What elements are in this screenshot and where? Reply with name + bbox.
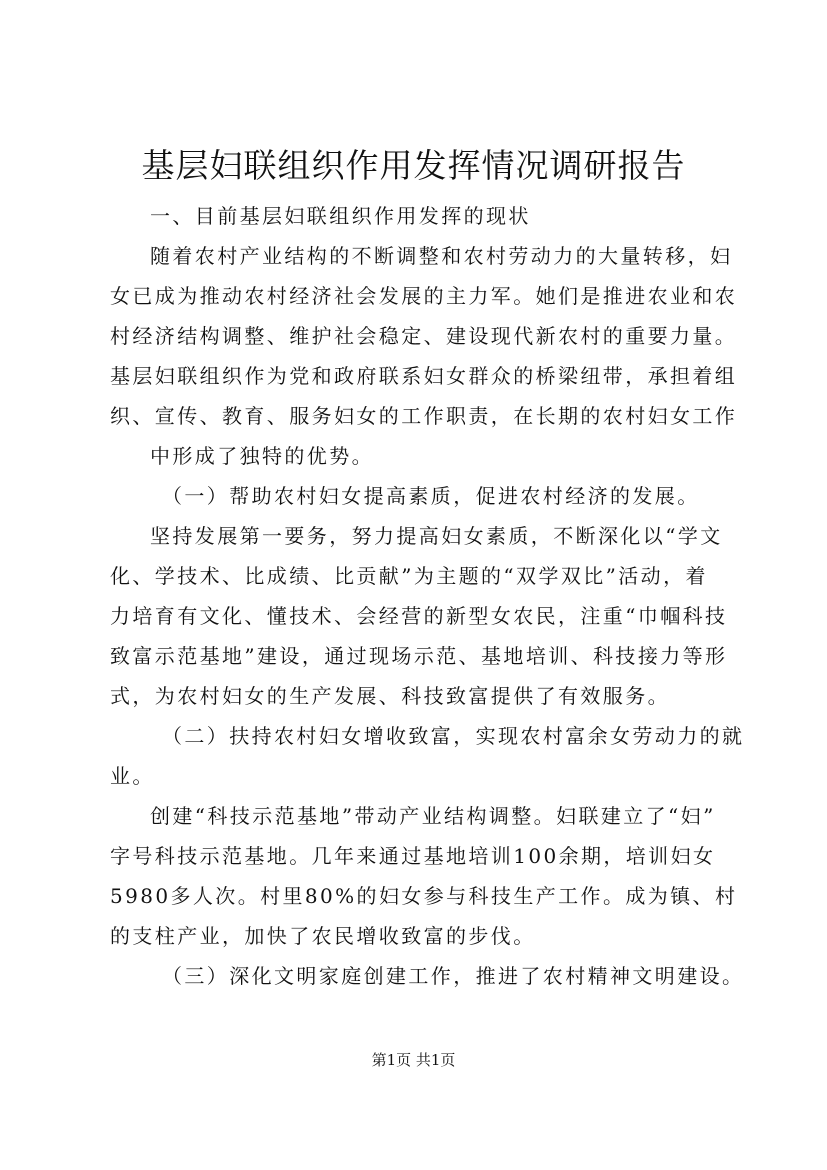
paragraph-line: 创建“科技示范基地”带动产业结构调整。妇联建立了“妇”	[150, 804, 716, 828]
paragraph-line: 村经济结构调整、维护社会稳定、建设现代新农村的重要力量。	[110, 324, 738, 348]
paragraph-line: 致富示范基地”建设，通过现场示范、基地培训、科技接力等形	[110, 644, 728, 668]
section-heading: 一、目前基层妇联组织作用发挥的现状	[150, 204, 531, 228]
subsection-heading: （一）帮助农村妇女提高素质，促进农村经济的发展。	[162, 484, 700, 508]
paragraph-line: 5980多人次。村里80%的妇女参与科技生产工作。成为镇、村	[110, 884, 738, 908]
paragraph-line: 化、学技术、比成绩、比贡献”为主题的“双学双比”活动，着	[110, 564, 708, 588]
paragraph-line: 字号科技示范基地。几年来通过基地培训100余期，培训妇女	[110, 844, 716, 868]
subsection-heading-continued: 业。	[110, 764, 155, 788]
paragraph-line: 式，为农村妇女的生产发展、科技致富提供了有效服务。	[110, 684, 670, 708]
paragraph-line: 女已成为推动农村经济社会发展的主力军。她们是推进农业和农	[110, 284, 738, 308]
paragraph-line: 中形成了独特的优势。	[150, 444, 374, 468]
page-number-footer: 第1页 共1页	[371, 1051, 456, 1069]
paragraph-line: 力培育有文化、懂技术、会经营的新型女农民，注重“巾帼科技	[110, 604, 728, 628]
paragraph-line: 基层妇联组织作为党和政府联系妇女群众的桥梁纽带，承担着组	[110, 364, 738, 388]
paragraph-line: 织、宣传、教育、服务妇女的工作职责，在长期的农村妇女工作	[110, 404, 738, 428]
paragraph-line: 坚持发展第一要务，努力提高妇女素质，不断深化以“学文	[150, 524, 723, 548]
paragraph-line: 随着农村产业结构的不断调整和农村劳动力的大量转移，妇	[150, 244, 733, 268]
subsection-heading: （三）深化文明家庭创建工作，推进了农村精神文明建设。	[162, 964, 745, 988]
document-body	[110, 196, 745, 996]
document-title: 基层妇联组织作用发挥情况调研报告	[141, 146, 686, 185]
paragraph-line: 的支柱产业，加快了农民增收致富的步伐。	[110, 924, 536, 948]
subsection-heading: （二）扶持农村妇女增收致富，实现农村富余女劳动力的就	[162, 724, 745, 748]
